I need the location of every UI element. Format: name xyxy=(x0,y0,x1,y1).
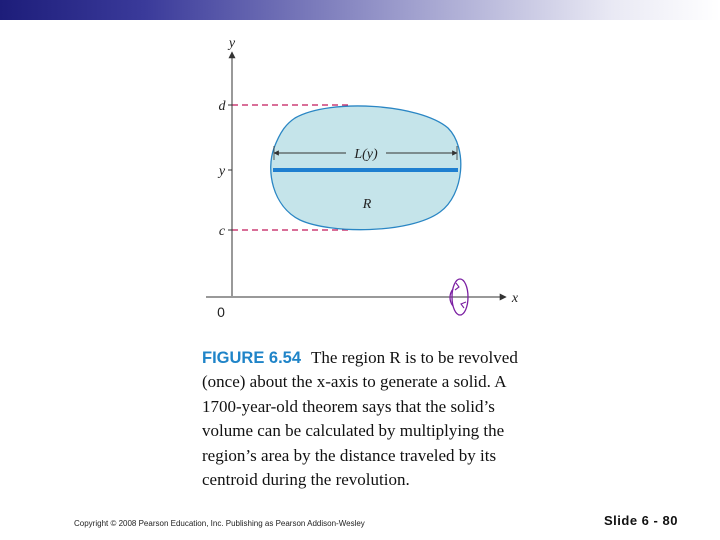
figure-label: FIGURE 6.54 xyxy=(202,349,302,367)
region-label: R xyxy=(362,197,372,212)
x-axis-label: x xyxy=(511,291,519,306)
copyright-notice: Copyright © 2008 Pearson Education, Inc. Publishing as Pearson Addison-Wesley xyxy=(74,519,365,528)
origin-label: 0 xyxy=(217,304,225,320)
slide-number: Slide 6 - 80 xyxy=(604,513,678,528)
tick-label-d: d xyxy=(218,99,226,114)
y-axis-label: y xyxy=(228,36,236,51)
tick-label-y: y xyxy=(218,164,226,179)
length-label: L(y) xyxy=(354,147,378,162)
caption-text: The region R is to be revolved (once) about the x-axis to generate a solid. A 1700-year-old theorem says that the solid’s volume can be calculated by multiplying the region’s area by the distance traveled by its centroid during the revolution. xyxy=(202,348,518,490)
tick-label-c: c xyxy=(218,224,226,239)
figure-caption xyxy=(202,346,532,492)
